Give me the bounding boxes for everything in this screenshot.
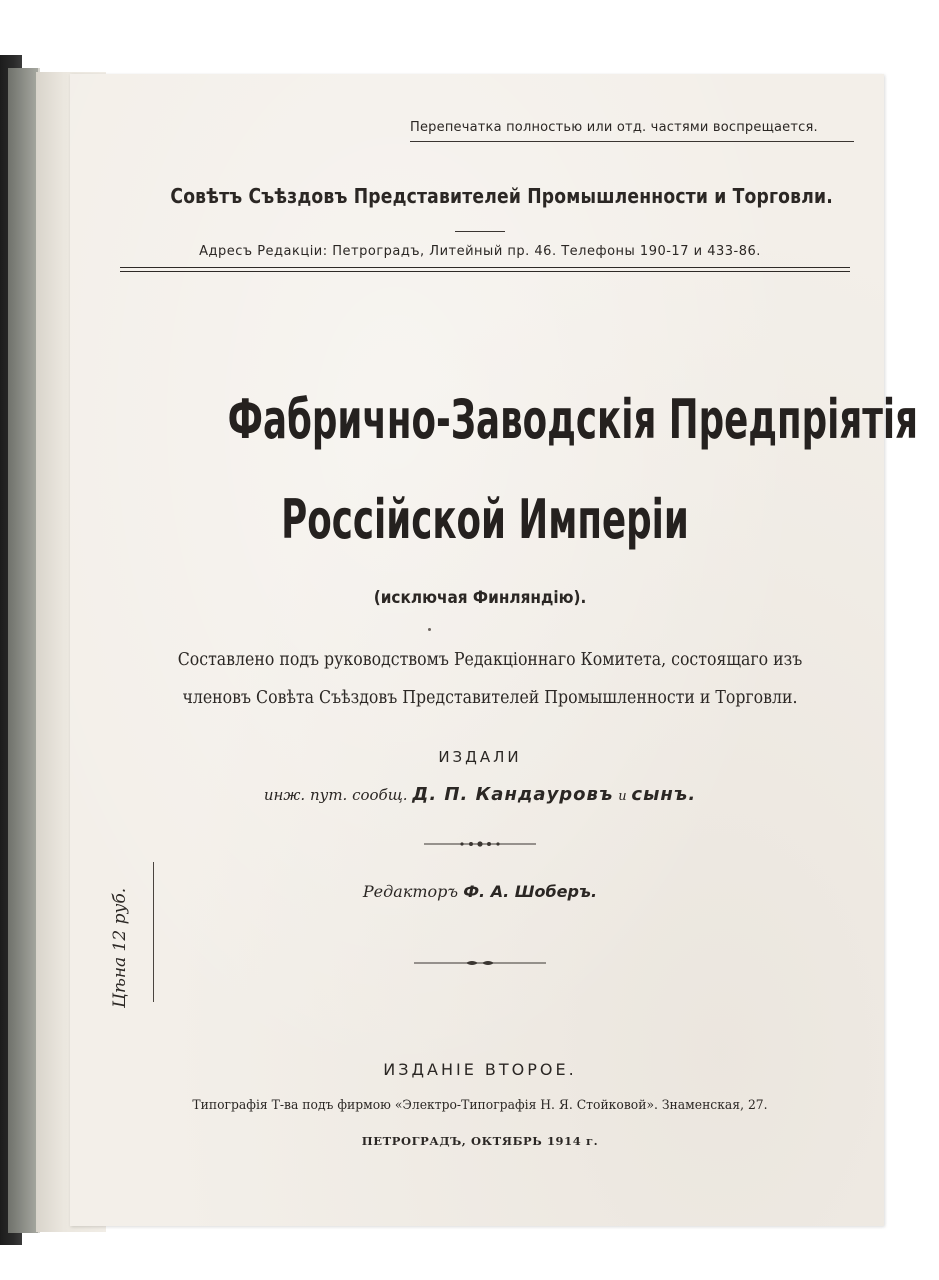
published-by-label: ИЗДАЛИ [438, 748, 522, 766]
price-rule [153, 862, 154, 1002]
publisher-son: сынъ. [631, 784, 697, 805]
editor-label: Редакторъ [362, 882, 459, 901]
header-rule-bottom [120, 271, 850, 272]
reprint-notice: Перепечатка полностью или отд. частями воспрещается. [410, 120, 818, 135]
price-note: Цѣна 12 руб. [110, 887, 130, 1008]
composed-line-1: Составлено подъ руководствомъ Редакціоннаго Комитета, состоящаго изъ [177, 650, 803, 670]
paper-speck [428, 628, 431, 631]
ornament-divider-2 [400, 958, 560, 968]
editorial-address: Адресъ Редакціи: Петроградъ, Литейный пр. 46. Телефоны 190-17 и 433-86. [199, 244, 761, 259]
subtitle: (исключая Финляндію). [373, 588, 587, 608]
publisher-name: Д. П. Кандауровъ [412, 784, 614, 805]
printer-line: Типографія Т-ва подъ фирмою «Электро-Типографія Н. Я. Стойковой». Знаменская, 27. [192, 1098, 768, 1113]
reprint-rule [410, 141, 854, 142]
composed-line-2: членовъ Совѣта Съѣздовъ Представителей Промышленности и Торговли. [182, 688, 798, 708]
edition-label: ИЗДАНІЕ ВТОРОЕ. [383, 1060, 577, 1079]
publisher-line [120, 784, 840, 805]
editor-line [150, 882, 810, 901]
publisher-and: и [618, 789, 627, 804]
ornament-divider-1 [400, 839, 560, 849]
council-heading: Совѣтъ Съѣздовъ Представителей Промышленности и Торговли. [170, 184, 833, 208]
title-line-2: Россійской Имперіи [281, 488, 689, 551]
heading-rule [455, 231, 505, 232]
publisher-prefix: инж. пут. сообщ. [263, 786, 408, 804]
city-date: ПЕТРОГРАДЪ, ОКТЯБРЬ 1914 г. [361, 1134, 599, 1148]
editor-name: Ф. А. Шоберъ. [463, 882, 598, 901]
title-line-1: Фабрично-Заводскія Предпріятія [227, 388, 919, 451]
header-rule-top [120, 267, 850, 268]
